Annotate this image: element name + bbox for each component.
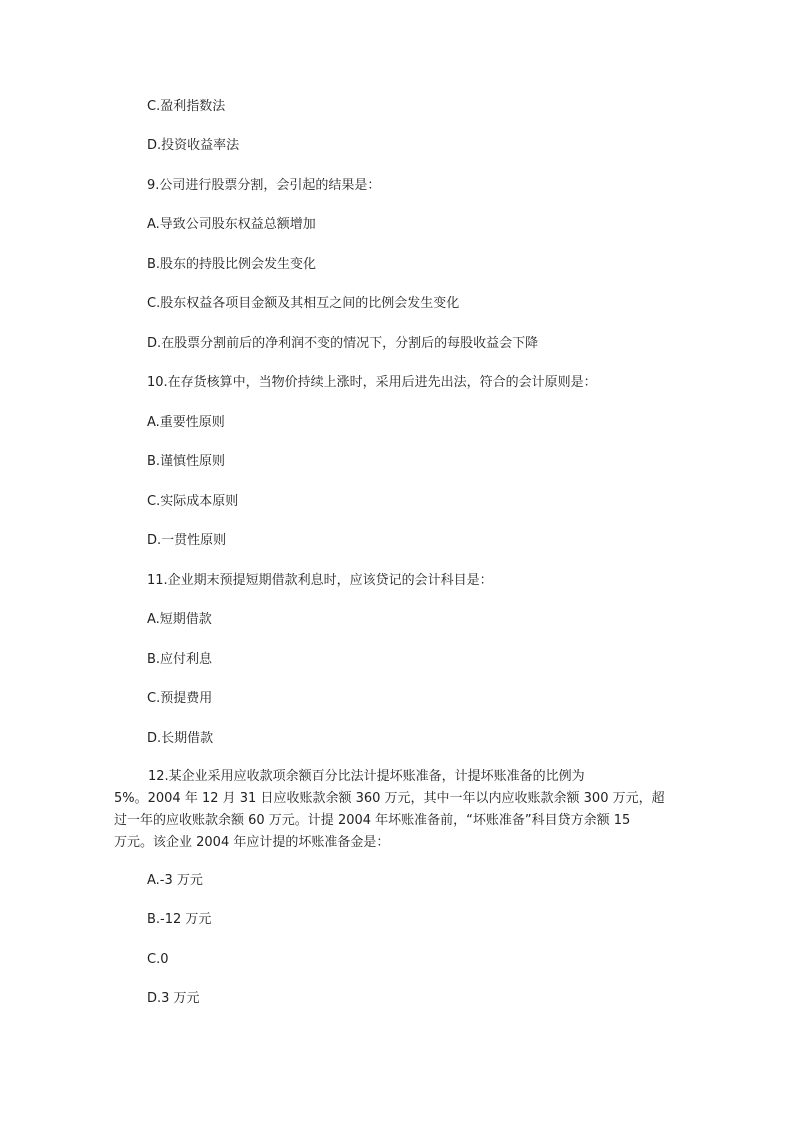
option-c-q11: C.预提费用 — [147, 691, 213, 706]
question-9: 9.公司进行股票分割，会引起的结果是： — [147, 178, 381, 193]
option-d-q9: D.在股票分割前后的净利润不变的情况下，分割后的每股收益会下降 — [147, 336, 539, 351]
option-c-q8: C.盈利指数法 — [147, 99, 226, 114]
option-d-q11: D.长期借款 — [147, 731, 214, 746]
option-b-q12: B.-12 万元 — [147, 912, 212, 927]
option-d-q10: D.一贯性原则 — [147, 533, 227, 548]
question-12 — [114, 766, 680, 854]
option-c-q12: C.0 — [147, 952, 169, 967]
option-c-q10: C.实际成本原则 — [147, 494, 239, 509]
option-a-q12: A.-3 万元 — [147, 873, 203, 888]
question-11: 11.企业期末预提短期借款利息时，应该贷记的会计科目是： — [147, 573, 493, 588]
option-a-q11: A.短期借款 — [147, 612, 212, 627]
question-12-line-2: 5%。2004 年 12 月 31 日应收账款余额 360 万元，其中一年以内应收账款余额 300 万元，超 — [114, 791, 665, 806]
option-b-q11: B.应付利息 — [147, 652, 213, 667]
question-12-line-4: 万元。该企业 2004 年应计提的坏账准备金是： — [114, 835, 390, 850]
option-a-q10: A.重要性原则 — [147, 415, 225, 430]
option-b-q9: B.股东的持股比例会发生变化 — [147, 257, 317, 272]
option-c-q9: C.股东权益各项目金额及其相互之间的比例会发生变化 — [147, 296, 460, 311]
question-12-line-1: 12.某企业采用应收款项余额百分比法计提坏账准备，计提坏账准备的比例为 — [148, 769, 585, 784]
option-d-q12: D.3 万元 — [147, 991, 200, 1006]
option-d-q8: D.投资收益率法 — [147, 138, 240, 153]
question-12-line-3: 过一年的应收账款余额 60 万元。计提 2004 年坏账准备前，“坏账准备”科目贷方余额 15 — [114, 813, 631, 828]
option-a-q9: A.导致公司股东权益总额增加 — [147, 217, 316, 232]
option-b-q10: B.谨慎性原则 — [147, 454, 226, 469]
question-10: 10.在存货核算中，当物价持续上涨时，采用后进先出法，符合的会计原则是： — [147, 375, 597, 390]
